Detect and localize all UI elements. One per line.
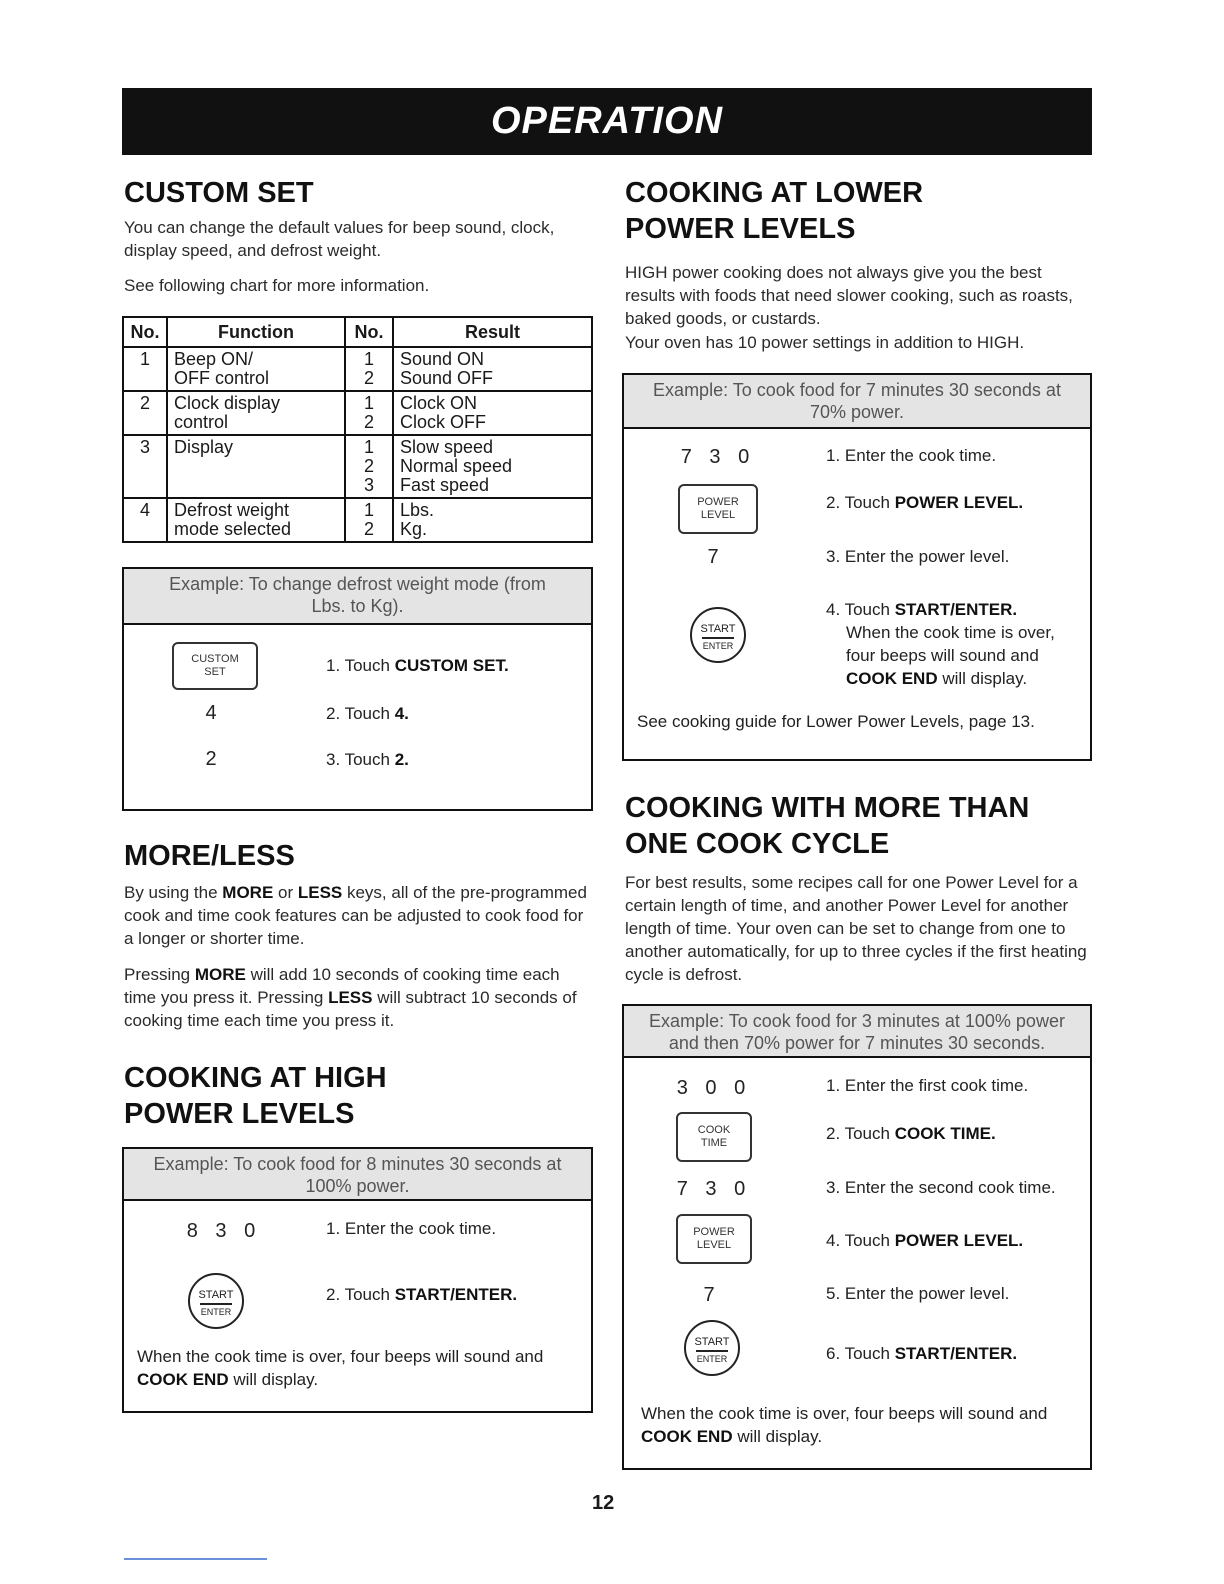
step-bold: START/ENTER. xyxy=(894,600,1018,619)
row-nums xyxy=(345,347,393,391)
multi-step-6 xyxy=(826,1342,1017,1365)
num-line: 2 xyxy=(363,456,374,476)
function-line: mode selected xyxy=(174,519,292,539)
header-no: No. xyxy=(123,317,167,347)
num-line: 2 xyxy=(363,519,374,539)
bold: COOK END xyxy=(137,1370,229,1389)
step-text: 4. Touch xyxy=(826,1231,895,1250)
multi-digits-3: 7 3 0 xyxy=(676,1178,752,1200)
enter-label: ENTER xyxy=(200,1307,232,1317)
high-step-2 xyxy=(326,1283,517,1306)
custom-step-3 xyxy=(326,748,409,771)
step-text: 4. Touch xyxy=(826,600,895,619)
num-line: 1 xyxy=(363,500,374,520)
header-no2: No. xyxy=(345,317,393,347)
lower-power-title xyxy=(625,175,923,247)
result-line: Clock ON xyxy=(400,393,478,413)
custom-step-1 xyxy=(326,654,509,677)
text: When the cook time is over, four beeps will sound and xyxy=(137,1347,544,1366)
table-row xyxy=(123,347,592,391)
lower-power-p1: HIGH power cooking does not always give you the best results with foods that need slower cooking, such as roasts, baked goods, or custards. xyxy=(625,263,1073,328)
function-line: control xyxy=(174,412,229,432)
row-nums xyxy=(345,435,393,498)
key-label: POWER xyxy=(693,1226,735,1238)
lower-digit-7: 7 xyxy=(707,546,725,568)
row-no: 2 xyxy=(123,391,167,435)
row-function xyxy=(167,498,345,542)
row-results xyxy=(393,347,592,391)
step-text: 2. Touch xyxy=(326,704,395,723)
high-step-1: 1. Enter the cook time. xyxy=(326,1219,497,1238)
power-level-key-icon xyxy=(678,484,758,534)
section-banner xyxy=(122,88,1092,155)
step-bold: START/ENTER. xyxy=(394,1285,518,1304)
step-bold: 2. xyxy=(394,750,409,769)
lower-step-4 xyxy=(826,598,1017,621)
header-function: Function xyxy=(167,317,345,347)
bold-less: LESS xyxy=(328,988,373,1007)
start-enter-icon xyxy=(690,607,746,663)
row-function xyxy=(167,347,345,391)
divider xyxy=(696,1350,728,1352)
bold: COOK END xyxy=(641,1427,733,1446)
multi-step-1: 1. Enter the first cook time. xyxy=(826,1076,1029,1095)
more-less-p1 xyxy=(124,881,594,950)
custom-set-intro2: See following chart for more information. xyxy=(124,276,430,295)
power-level-key-icon xyxy=(676,1214,752,1264)
start-enter-icon xyxy=(684,1320,740,1376)
row-function xyxy=(167,391,345,435)
text: will add 10 seconds of cooking time each time you press it. Pressing xyxy=(124,965,560,1007)
step-text: will display. xyxy=(937,669,1028,688)
start-label: START xyxy=(700,623,736,635)
function-line: Display xyxy=(174,437,234,457)
step-bold: POWER LEVEL. xyxy=(894,1231,1024,1250)
cook-time-key-icon xyxy=(676,1112,752,1162)
multi-step-2 xyxy=(826,1122,996,1145)
num-line: 3 xyxy=(363,475,374,495)
bold-more: MORE xyxy=(222,883,274,902)
result-line: Sound OFF xyxy=(400,368,494,388)
function-line: OFF control xyxy=(174,368,270,388)
row-results xyxy=(393,498,592,542)
function-line: Beep ON/ xyxy=(174,349,254,369)
row-results xyxy=(393,391,592,435)
result-line: Normal speed xyxy=(400,456,513,476)
row-no: 3 xyxy=(123,435,167,498)
example-header: Example: To cook food for 8 minutes 30 seconds at 100% power. xyxy=(124,1149,591,1201)
result-line: Clock OFF xyxy=(400,412,487,432)
row-no: 1 xyxy=(123,347,167,391)
high-note xyxy=(137,1345,577,1391)
lower-see-guide: See cooking guide for Lower Power Levels, page 13. xyxy=(637,712,1035,731)
start-enter-icon xyxy=(188,1273,244,1329)
multi-step-3: 3. Enter the second cook time. xyxy=(826,1178,1056,1197)
num-line: 2 xyxy=(363,412,374,432)
bold-less: LESS xyxy=(297,883,343,902)
step-text: 2. Touch xyxy=(326,1285,395,1304)
step-text: 3. Touch xyxy=(326,750,395,769)
step-bold: POWER LEVEL. xyxy=(894,493,1024,512)
table-row xyxy=(123,498,592,542)
divider xyxy=(200,1303,232,1305)
start-label: START xyxy=(198,1289,234,1301)
step-bold: CUSTOM SET. xyxy=(394,656,509,675)
step-text: 1. Touch xyxy=(326,656,395,675)
lower-step-4-line3: four beeps will sound and xyxy=(846,646,1039,665)
example-header: Example: To change defrost weight mode (from Lbs. to Kg). xyxy=(124,569,591,625)
num-line: 1 xyxy=(363,349,374,369)
row-nums xyxy=(345,498,393,542)
row-nums xyxy=(345,391,393,435)
lower-step-4-line2: When the cook time is over, xyxy=(846,623,1055,642)
step-bold: 4. xyxy=(394,704,409,723)
custom-digit-2: 2 xyxy=(205,748,223,770)
more-less-p2 xyxy=(124,963,594,1032)
text: will subtract 10 seconds of cooking time each time you press it. xyxy=(124,988,577,1030)
custom-set-key-icon xyxy=(172,642,258,690)
table-row xyxy=(123,391,592,435)
header-result: Result xyxy=(393,317,592,347)
step-text: 2. Touch xyxy=(826,493,895,512)
step-text: 6. Touch xyxy=(826,1344,895,1363)
num-line: 1 xyxy=(363,393,374,413)
lower-step-2 xyxy=(826,491,1023,514)
key-label: COOK xyxy=(697,1124,731,1136)
multi-cycle-title xyxy=(625,790,1029,862)
lower-step-4-line4 xyxy=(846,667,1027,690)
key-label: POWER xyxy=(697,496,739,508)
multi-step-4 xyxy=(826,1229,1023,1252)
result-line: Lbs. xyxy=(400,500,435,520)
page-number: 12 xyxy=(592,1492,615,1514)
more-less-title: MORE/LESS xyxy=(124,840,295,872)
multi-cycle-p1: For best results, some recipes call for one Power Level for a certain length of time, and another Power Level for another length of time. Your oven can be set to change from one to another automatically, for up to three cycles if the first heating cycle is defrost. xyxy=(625,873,1087,984)
key-label: LEVEL xyxy=(700,509,736,521)
key-label: SET xyxy=(204,666,226,678)
text: keys, all of the pre-programmed cook and time cook features can be adjusted to cook food for a longer or shorter time. xyxy=(124,883,587,948)
multi-digits-1: 3 0 0 xyxy=(676,1077,752,1099)
title-line: POWER LEVELS xyxy=(625,213,856,245)
result-line: Slow speed xyxy=(400,437,494,457)
text: When the cook time is over, four beeps will sound and xyxy=(641,1404,1048,1423)
example-header: Example: To cook food for 3 minutes at 100% power and then 70% power for 7 minutes 30 seconds. xyxy=(624,1006,1090,1058)
example-header: Example: To cook food for 7 minutes 30 seconds at 70% power. xyxy=(624,375,1090,429)
key-label: CUSTOM xyxy=(191,653,239,665)
start-label: START xyxy=(694,1336,730,1348)
lower-step-1: 1. Enter the cook time. xyxy=(826,446,997,465)
text: will display. xyxy=(228,1370,319,1389)
table-row xyxy=(123,435,592,498)
high-power-title xyxy=(124,1060,387,1132)
title-line: POWER LEVELS xyxy=(124,1098,355,1130)
custom-set-title: CUSTOM SET xyxy=(124,177,314,209)
lower-power-p2: Your oven has 10 power settings in addition to HIGH. xyxy=(625,333,1025,352)
multi-digit-7: 7 xyxy=(703,1284,721,1306)
custom-set-table xyxy=(122,316,593,543)
custom-step-2 xyxy=(326,702,409,725)
key-label: LEVEL xyxy=(696,1239,732,1251)
custom-set-intro: You can change the default values for beep sound, clock, display speed, and defrost weight. xyxy=(124,218,555,260)
text: will display. xyxy=(732,1427,823,1446)
result-line: Kg. xyxy=(400,519,428,539)
lower-step-3: 3. Enter the power level. xyxy=(826,547,1010,566)
function-line: Defrost weight xyxy=(174,500,290,520)
text: By using the xyxy=(124,883,223,902)
step-text: 2. Touch xyxy=(826,1124,895,1143)
step-bold: COOK TIME. xyxy=(894,1124,996,1143)
title-line: ONE COOK CYCLE xyxy=(625,828,890,860)
divider xyxy=(702,637,734,639)
title-line: COOKING AT HIGH xyxy=(124,1062,387,1094)
function-line: Clock display xyxy=(174,393,281,413)
footer-line xyxy=(124,1558,267,1560)
title-line: COOKING AT LOWER xyxy=(625,177,924,209)
row-results xyxy=(393,435,592,498)
custom-digit-4: 4 xyxy=(205,702,223,724)
banner-title: OPERATION xyxy=(490,100,724,142)
bold-more: MORE xyxy=(194,965,246,984)
text: Pressing xyxy=(124,965,195,984)
table-header-row xyxy=(123,317,592,347)
enter-label: ENTER xyxy=(696,1354,728,1364)
num-line: 1 xyxy=(363,437,374,457)
multi-note xyxy=(641,1402,1081,1448)
result-line: Fast speed xyxy=(400,475,490,495)
result-line: Sound ON xyxy=(400,349,485,369)
row-function xyxy=(167,435,345,498)
num-line: 2 xyxy=(363,368,374,388)
multi-step-5: 5. Enter the power level. xyxy=(826,1284,1010,1303)
step-bold: COOK END xyxy=(846,669,938,688)
row-no: 4 xyxy=(123,498,167,542)
key-label: TIME xyxy=(700,1137,728,1149)
step-bold: START/ENTER. xyxy=(894,1344,1018,1363)
enter-label: ENTER xyxy=(702,641,734,651)
high-digits: 8 3 0 xyxy=(186,1220,262,1242)
title-line: COOKING WITH MORE THAN xyxy=(625,792,1030,824)
lower-digits: 7 3 0 xyxy=(680,446,756,468)
text: or xyxy=(273,883,298,902)
